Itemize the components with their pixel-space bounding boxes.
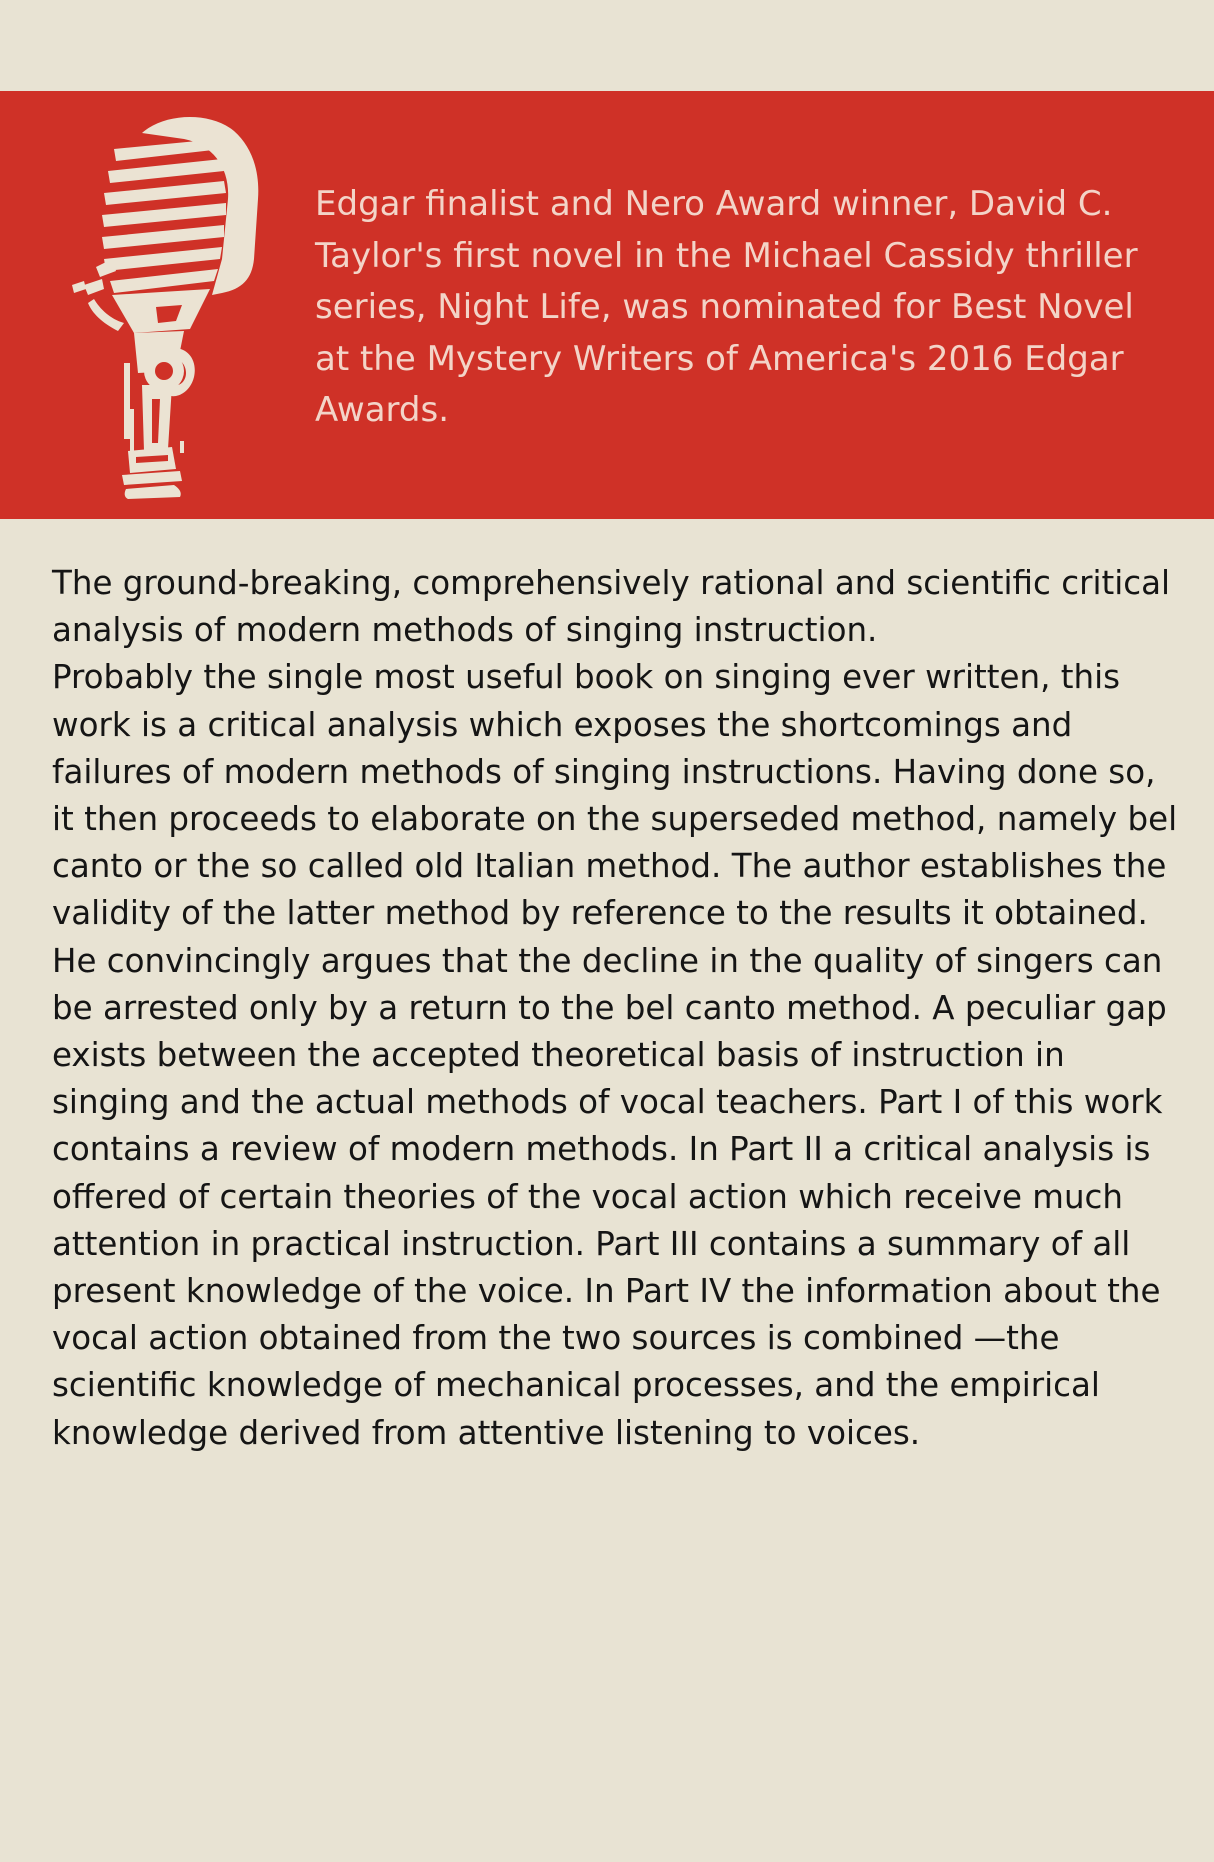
description-body: Probably the single most useful book on singing ever written, this work is a critical analysis which exposes the shortcomings and failures of modern methods of singing instructions. Having done so, it then proceeds to elaborate on the superseded method, namely bel canto or the so called old Italian method. The author establishes the validity of the latter method by reference to the results it obtained. He convincingly argues that the decline in the quality of singers can be arrested only by a return to the bel canto method. A peculiar gap exists between the accepted theoretical basis of instruction in singing and the actual methods of vocal teachers. Part I of this work contains a review of modern methods. In Part II a critical analysis is offered of certain theories of the vocal action which receive much attention in practical instruction. Part III contains a summary of all present knowledge of the voice. In Part IV the information about the vocal action obtained from the two sources is combined —the scientific knowledge of mechanical processes, and the empirical knowledge derived from attentive listening to voices. — [52, 658, 1178, 1452]
book-description — [52, 560, 1182, 1457]
description-intro: The ground-breaking, comprehensively rational and scientific critical analysis of modern methods of singing instruction. — [52, 564, 1171, 650]
award-banner — [0, 91, 1214, 519]
award-blurb: Edgar finalist and Nero Award winner, David C. Taylor's first novel in the Michael Cassidy thriller series, Night Life, was nominated for Best Novel at the Mystery Writers of America's 2016 Edgar Awards. — [315, 184, 1138, 430]
microphone-icon — [72, 109, 272, 501]
